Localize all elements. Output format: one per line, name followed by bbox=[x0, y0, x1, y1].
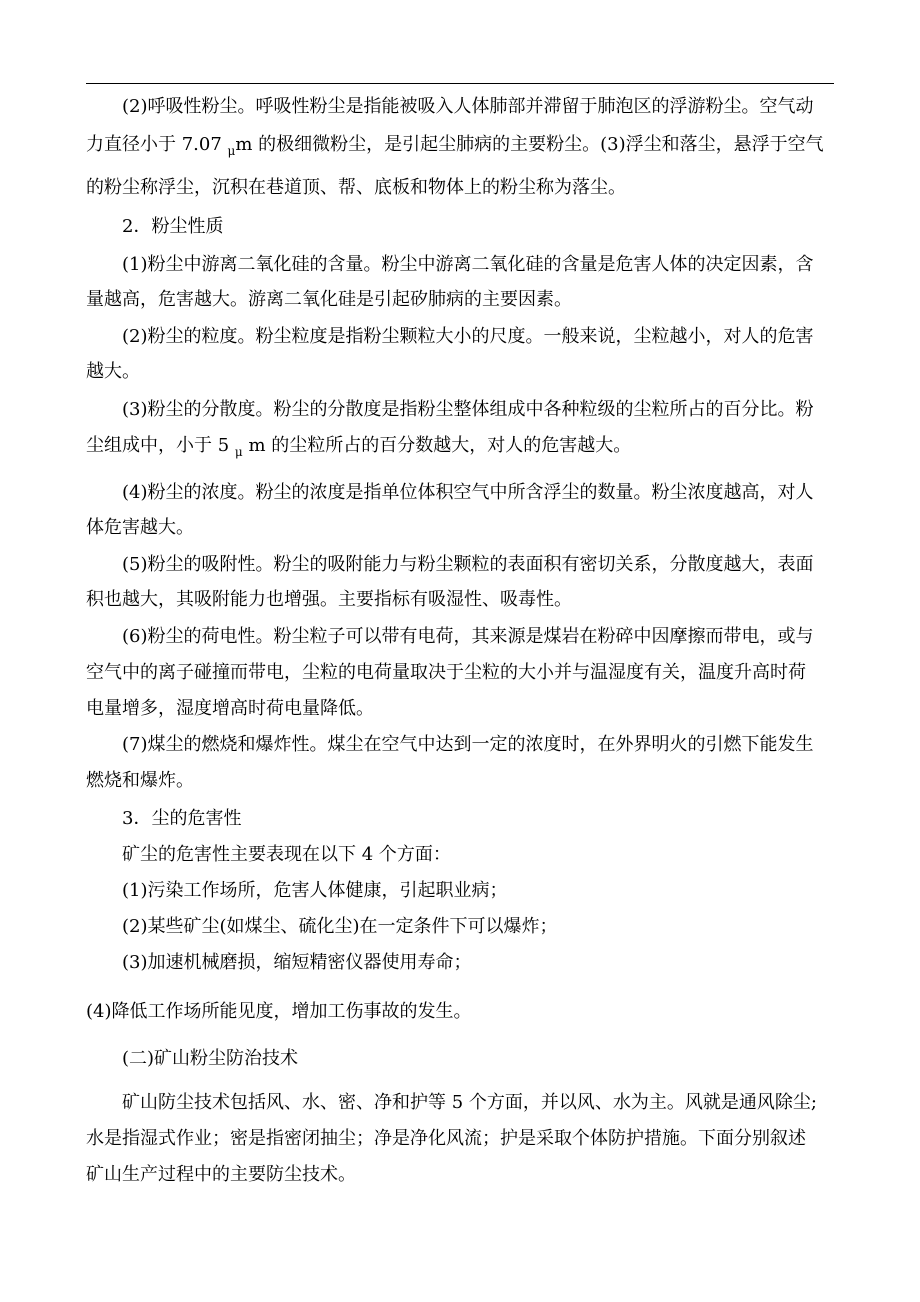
header-rule bbox=[86, 83, 834, 84]
text-line: 水是指湿式作业；密是指密闭抽尘；净是净化风流；护是采取个体防护措施。下面分别叙述 bbox=[86, 1128, 806, 1149]
text-fragment: 尘组成中，小于 5 bbox=[86, 435, 235, 456]
text-line: (6)粉尘的荷电性。粉尘粒子可以带有电荷，其来源是煤岩在粉碎中因摩擦而带电，或与 bbox=[122, 626, 814, 647]
text-line: (2)粉尘的粒度。粉尘粒度是指粉尘颗粒大小的尺度。一般来说，尘粒越小，对人的危害 bbox=[122, 326, 814, 347]
text-line: (2)呼吸性粉尘。呼吸性粉尘是指能被吸入人体肺部并滞留于肺泡区的浮游粉尘。空气动 bbox=[122, 96, 814, 117]
text-line: 空气中的离子碰撞而带电，尘粒的电荷量取决于尘粒的大小并与温湿度有关，温度升高时荷 bbox=[86, 662, 806, 683]
section-heading: 3．尘的危害性 bbox=[122, 808, 242, 829]
text-line: 体危害越大。 bbox=[86, 517, 194, 538]
text-line: 积也越大，其吸附能力也增强。主要指标有吸湿性、吸毒性。 bbox=[86, 589, 572, 610]
text-line: (5)粉尘的吸附性。粉尘的吸附能力与粉尘颗粒的表面积有密切关系，分散度越大，表面 bbox=[122, 554, 814, 575]
section-heading: 2．粉尘性质 bbox=[122, 216, 224, 237]
list-item: (4)降低工作场所能见度，增加工伤事故的发生。 bbox=[86, 1001, 472, 1022]
text-fragment: m 的极细微粉尘，是引起尘肺病的主要粉尘。(3)浮尘和落尘，悬浮于空气 bbox=[235, 134, 824, 155]
section-heading: (二)矿山粉尘防治技术 bbox=[122, 1048, 299, 1069]
micro-symbol: μ bbox=[227, 144, 236, 158]
text-line: 的粉尘称浮尘，沉积在巷道顶、帮、底板和物体上的粉尘称为落尘。 bbox=[86, 177, 626, 198]
list-item: (1)污染工作场所，危害人体健康，引起职业病； bbox=[122, 880, 508, 901]
text-line: 越大。 bbox=[86, 361, 140, 382]
text-line: 矿尘的危害性主要表现在以下 4 个方面： bbox=[122, 844, 451, 865]
list-item: (3)加速机械磨损，缩短精密仪器使用寿命； bbox=[122, 952, 472, 973]
text-line: 矿山防尘技术包括风、水、密、净和护等 5 个方面，并以风、水为主。风就是通风除尘; bbox=[122, 1092, 817, 1113]
text-line: 量越高，危害越大。游离二氧化硅是引起矽肺病的主要因素。 bbox=[86, 289, 572, 310]
text-line bbox=[86, 135, 824, 156]
text-line bbox=[86, 436, 631, 457]
text-line: (1)粉尘中游离二氧化硅的含量。粉尘中游离二氧化硅的含量是危害人体的决定因素，含 bbox=[122, 254, 814, 275]
text-line: (7)煤尘的燃烧和爆炸性。煤尘在空气中达到一定的浓度时，在外界明火的引燃下能发生 bbox=[122, 734, 814, 755]
text-line: 矿山生产过程中的主要防尘技术。 bbox=[86, 1164, 356, 1185]
text-line: 燃烧和爆炸。 bbox=[86, 770, 194, 791]
text-line: (4)粉尘的浓度。粉尘的浓度是指单位体积空气中所含浮尘的数量。粉尘浓度越高，对人 bbox=[122, 482, 814, 503]
text-line: 电量增多，湿度增高时荷电量降低。 bbox=[86, 698, 374, 719]
text-fragment: 力直径小于 7.07 bbox=[86, 134, 228, 155]
text-line: (3)粉尘的分散度。粉尘的分散度是指粉尘整体组成中各种粒级的尘粒所占的百分比。粉 bbox=[122, 399, 814, 420]
list-item: (2)某些矿尘(如煤尘、硫化尘)在一定条件下可以爆炸； bbox=[122, 916, 558, 937]
text-fragment: m 的尘粒所占的百分数越大，对人的危害越大。 bbox=[242, 435, 632, 456]
micro-symbol: μ bbox=[234, 445, 243, 459]
